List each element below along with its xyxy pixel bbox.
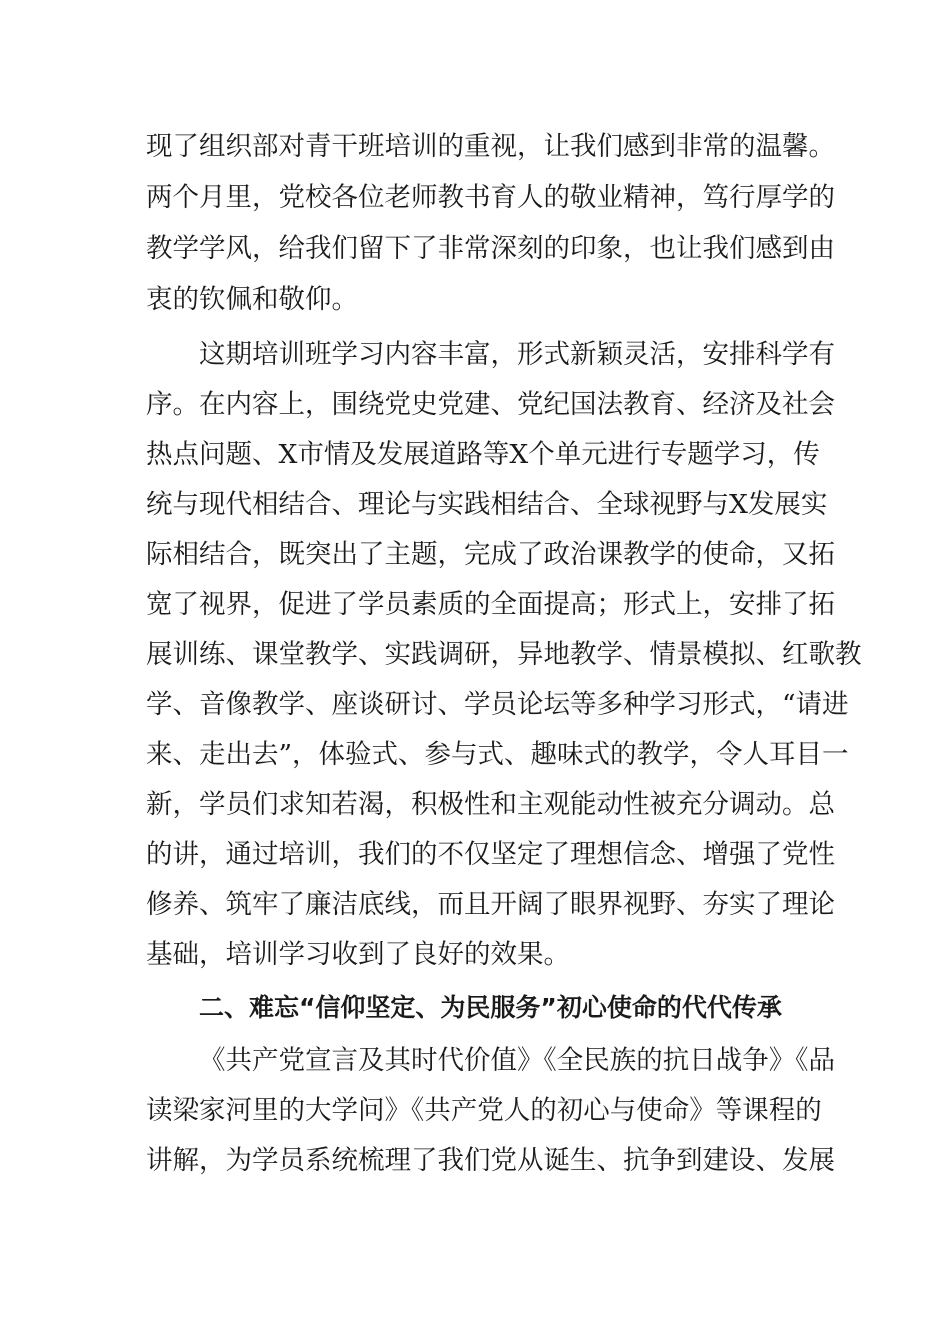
section-heading: 二、难忘“信仰坚定、为民服务”初心使命的代代传承 xyxy=(199,993,782,1022)
body-line: 修养、筑牢了廉洁底线，而且开阔了眼界视野、夯实了理论 xyxy=(146,889,835,920)
body-line: 宽了视界，促进了学员素质的全面提高；形式上，安排了拓 xyxy=(146,589,835,620)
document-body xyxy=(146,122,862,1202)
body-line: 教学学风，给我们留下了非常深刻的印象，也让我们感到由 xyxy=(146,233,835,264)
body-line: 《共产党宣言及其时代价值》《全民族的抗日战争》《品 xyxy=(199,1045,835,1076)
body-line: 讲解，为学员系统梳理了我们党从诞生、抗争到建设、发展 xyxy=(146,1145,835,1176)
body-line: 序。在内容上，围绕党史党建、党纪国法教育、经济及社会 xyxy=(146,389,835,420)
body-line: 热点问题、X市情及发展道路等X个单元进行专题学习，传 xyxy=(146,439,820,470)
body-line: 来、走出去”，体验式、参与式、趣味式的教学，令人耳目一 xyxy=(146,739,849,770)
body-line: 这期培训班学习内容丰富，形式新颖灵活，安排科学有 xyxy=(199,339,835,370)
body-line: 学、音像教学、座谈研讨、学员论坛等多种学习形式，“请进 xyxy=(146,689,849,720)
body-line: 的讲，通过培训，我们的不仅坚定了理想信念、增强了党性 xyxy=(146,839,835,870)
body-line: 现了组织部对青干班培训的重视，让我们感到非常的温馨。 xyxy=(146,131,835,162)
body-line: 展训练、课堂教学、实践调研，异地教学、情景模拟、红歌教 xyxy=(146,639,862,670)
body-line: 新，学员们求知若渴，积极性和主观能动性被充分调动。总 xyxy=(146,789,835,820)
body-line: 基础，培训学习收到了良好的效果。 xyxy=(146,939,570,970)
body-line: 际相结合，既突出了主题，完成了政治课教学的使命，又拓 xyxy=(146,539,835,570)
body-line: 两个月里，党校各位老师教书育人的敬业精神，笃行厚学的 xyxy=(146,182,835,213)
body-line: 衷的钦佩和敬仰。 xyxy=(146,284,358,315)
body-line: 统与现代相结合、理论与实践相结合、全球视野与X发展实 xyxy=(146,489,828,520)
body-line: 读梁家河里的大学问》《共产党人的初心与使命》等课程的 xyxy=(146,1095,822,1126)
